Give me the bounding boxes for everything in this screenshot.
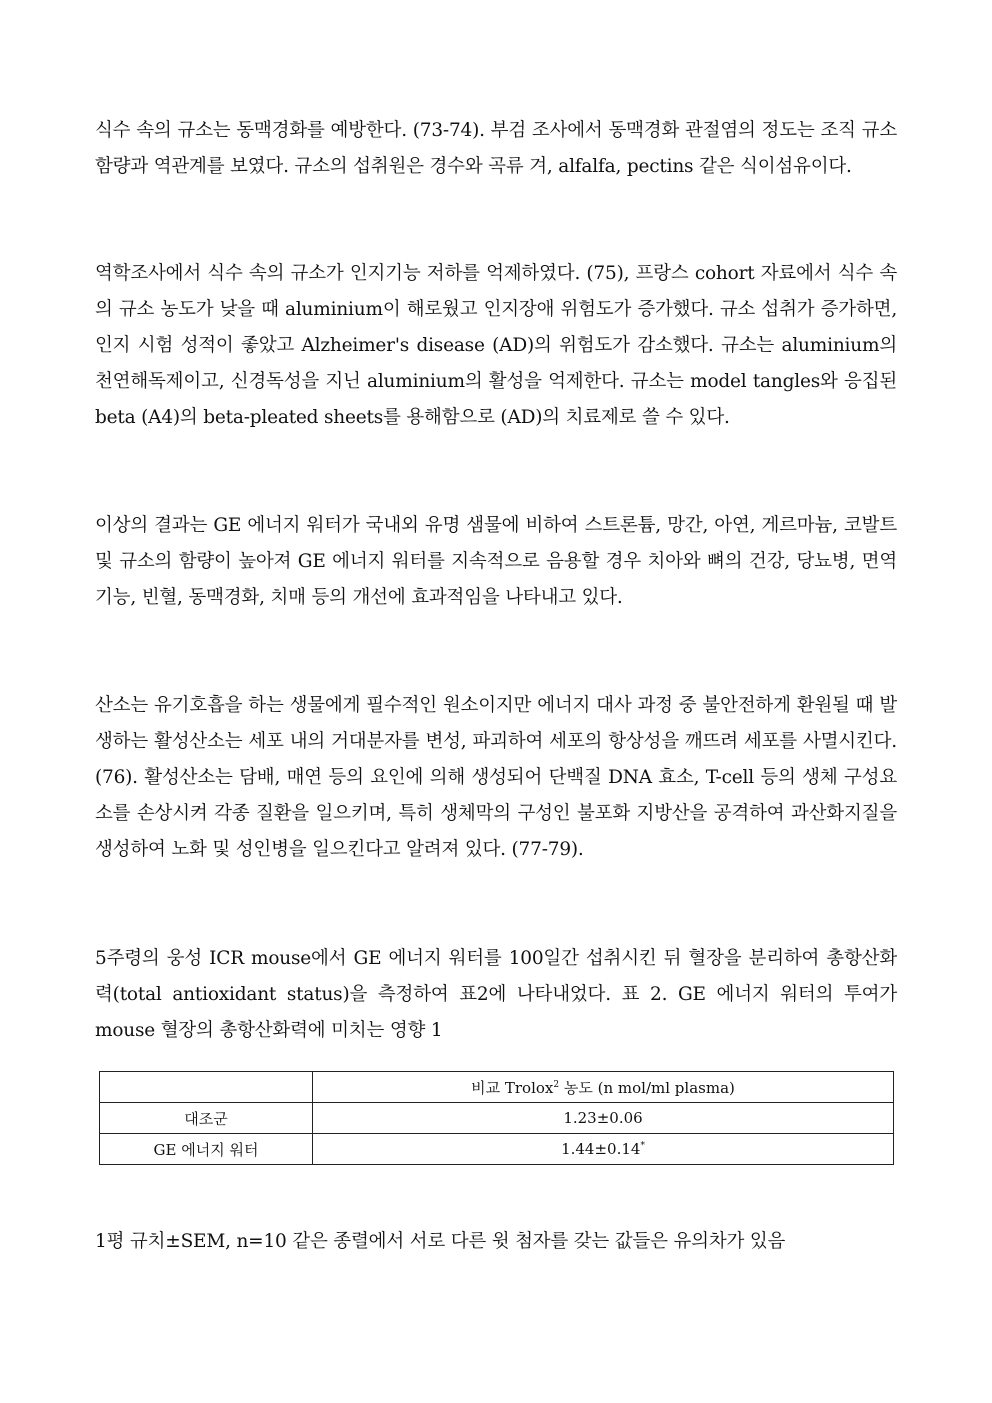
header-superscript: 2 <box>553 1079 560 1090</box>
paragraph-antioxidant-experiment: 5주령의 웅성 ICR mouse에서 GE 에너지 워터를 100일간 섭취시킨 뒤 혈장을 분리하여 총항산화력(total antioxidant status)을 측정하여 표2에 나타내었다. 표 2. GE 에너지 워터의 투여가 mouse 혈장의 총항산화력에 미치는 영향 1 <box>95 948 897 1041</box>
table-footnote: 1평 규치±SEM, n=10 같은 종렬에서 서로 다른 윗 첨자를 갖는 값들은 유의차가 있음 <box>95 1231 786 1252</box>
value-text: 1.44±0.14 <box>561 1140 641 1158</box>
value-text: 1.23±0.06 <box>563 1109 643 1127</box>
table-header-empty-cell <box>100 1072 313 1103</box>
row-value <box>313 1134 894 1165</box>
paragraph-silicon-arteriosclerosis: 식수 속의 규소는 동맥경화를 예방한다. (73-74). 부검 조사에서 동맥경화 관절염의 정도는 조직 규소 함량과 역관계를 보였다. 규소의 섭취원은 경수와 곡류 겨, alfalfa, pectins 같은 식이섬유이다. <box>95 120 897 177</box>
paragraph-active-oxygen: 산소는 유기호흡을 하는 생물에게 필수적인 원소이지만 에너지 대사 과정 중 불안전하게 환원될 때 발생하는 활성산소는 세포 내의 거대분자를 변성, 파괴하여 세포의 항상성을 깨뜨려 세포를 사멸시킨다. (76). 활성산소는 담배, 매연 등의 요인에 의해 생성되어 단백질 DNA 효소, T-cell 등의 생체 구성요소를 손상시켜 각종 질환을 일으키며, 특히 생체막의 구성인 불포화 지방산을 공격하여 과산화지질을 생성하여 노화 및 성인병을 일으킨다고 알려져 있다. (77-79). <box>95 695 897 860</box>
row-label: 대조군 <box>100 1103 313 1134</box>
table-header-cell <box>313 1072 894 1103</box>
header-text: 비교 Trolox <box>471 1078 554 1097</box>
antioxidant-table <box>99 1071 894 1165</box>
table-row <box>100 1134 894 1165</box>
header-text-rest: 농도 (n mol/ml plasma) <box>559 1078 735 1097</box>
paragraph-silicon-cognition: 역학조사에서 식수 속의 규소가 인지기능 저하를 억제하였다. (75), 프랑스 cohort 자료에서 식수 속의 규소 농도가 낮을 때 aluminium이 해로웠고 인지장애 위험도가 증가했다. 규소 섭취가 증가하면, 인지 시험 성적이 좋았고 Alzheimer's disease (AD)의 위험도가 감소했다. 규소는 aluminium의 천연해독제이고, 신경독성을 지닌 aluminium의 활성을 억제한다. 규소는 model tangles와 응집된 beta (A4)의 beta-pleated sheets를 용해함으로 (AD)의 치료제로 쓸 수 있다. <box>95 263 897 428</box>
table-header-row <box>100 1072 894 1103</box>
row-label: GE 에너지 워터 <box>100 1134 313 1165</box>
row-value <box>313 1103 894 1134</box>
paragraph-ge-water-results: 이상의 결과는 GE 에너지 워터가 국내외 유명 샘물에 비하여 스트론튬, 망간, 아연, 게르마늄, 코발트 및 규소의 함량이 높아져 GE 에너지 워터를 지속적으로 음용할 경우 치아와 뼈의 건강, 당뇨병, 면역기능, 빈혈, 동맥경화, 치매 등의 개선에 효과적임을 나타내고 있다. <box>95 515 897 608</box>
table-row <box>100 1103 894 1134</box>
value-superscript: * <box>640 1141 645 1151</box>
